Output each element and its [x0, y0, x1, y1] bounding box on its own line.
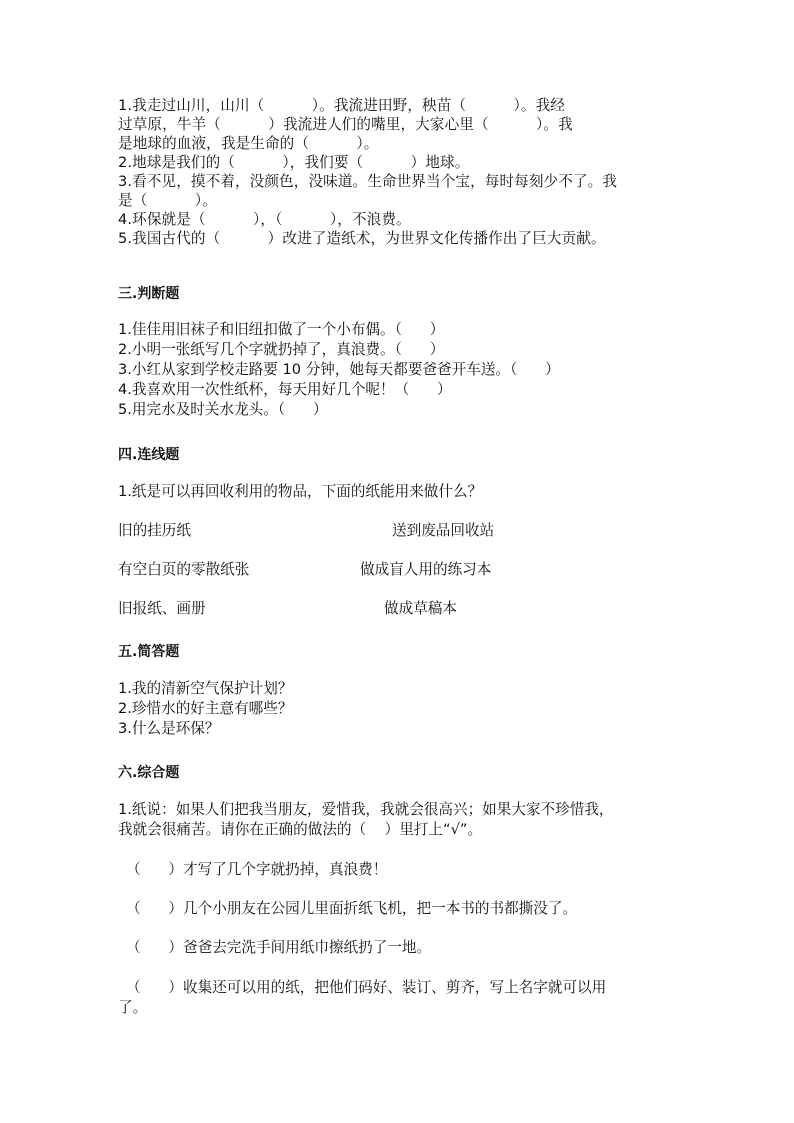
- matching-right-item: 做成草稿本: [384, 600, 457, 617]
- list-item: 3.什么是环保？: [118, 720, 220, 737]
- list-item: 1.我的清新空气保护计划？: [118, 680, 293, 697]
- judgment-list: [118, 320, 678, 420]
- fill-line: 是（ ）。: [118, 192, 217, 209]
- matching-right-item: 做成盲人用的练习本: [360, 561, 492, 578]
- matching-left-item: 有空白页的零散纸张: [118, 561, 250, 578]
- fill-line: 1.我走过山川，山川（ ）。我流进田野，秧苗（ ）。我经: [118, 97, 565, 114]
- matching-left-item: 旧的挂历纸: [118, 522, 191, 539]
- comprehensive-option-continuation: 了。: [118, 999, 148, 1016]
- section-heading-short-answer: 五.简答题: [118, 644, 180, 660]
- list-item: 1.佳佳用旧袜子和旧纽扣做了一个小布偶。（ ）: [118, 321, 445, 338]
- section-heading-comprehensive: 六.综合题: [118, 765, 180, 781]
- list-item: 2.珍惜水的好主意有哪些？: [118, 700, 293, 717]
- fill-line: 是地球的血液，我是生命的（ ）。: [118, 135, 379, 152]
- matching-right-item: 送到废品回收站: [392, 522, 495, 539]
- comprehensive-option: （ ）收集还可以用的纸，把他们码好、装订、剪齐，写上名字就可以用: [126, 979, 607, 996]
- fill-line: 4.环保就是（ ），（ ），不浪费。: [118, 211, 411, 228]
- fill-line: 过草原，牛羊（ ）我流进人们的嘴里，大家心里（ ）。我: [118, 116, 573, 133]
- comprehensive-option: （ ）爸爸去完洗手间用纸巾擦纸扔了一地。: [126, 939, 432, 956]
- fill-line: 5.我国古代的（ ）改进了造纸术，为世界文化传播作出了巨大贡献。: [118, 230, 606, 247]
- matching-left-item: 旧报纸、画册: [118, 600, 206, 617]
- matching-question: 1.纸是可以再回收利用的物品，下面的纸能用来做什么？: [118, 483, 483, 500]
- list-item: 4.我喜欢用一次性纸杯，每天用好几个呢！（ ）: [118, 381, 452, 398]
- comprehensive-intro-line: 1.纸说：如果人们把我当朋友，爱惜我，我就会很高兴；如果大家不珍惜我，: [118, 801, 614, 818]
- comprehensive-option: （ ）几个小朋友在公园儿里面折纸飞机，把一本书的书都撕没了。: [126, 900, 578, 917]
- fill-in-blank-section: [118, 96, 678, 248]
- comprehensive-intro-line: 我就会很痛苦。请你在正确的做法的（ ）里打上“√”。: [118, 821, 483, 838]
- comprehensive-option: （ ）才写了几个字就扔掉，真浪费！: [126, 861, 388, 878]
- list-item: 3.小红从家到学校走路要 10 分钟，她每天都要爸爸开车送。（ ）: [118, 361, 560, 378]
- section-heading-judgment: 三.判断题: [118, 286, 180, 302]
- fill-line: 2.地球是我们的（ ），我们要（ ）地球。: [118, 154, 470, 171]
- section-heading-matching: 四.连线题: [118, 447, 180, 463]
- fill-line: 3.看不见，摸不着，没颜色，没味道。生命世界当个宝，每时每刻少不了。我: [118, 173, 618, 190]
- list-item: 5.用完水及时关水龙头。（ ）: [118, 401, 328, 418]
- short-answer-list: [118, 679, 678, 739]
- list-item: 2.小明一张纸写几个字就扔掉了，真浪费。（ ）: [118, 341, 445, 358]
